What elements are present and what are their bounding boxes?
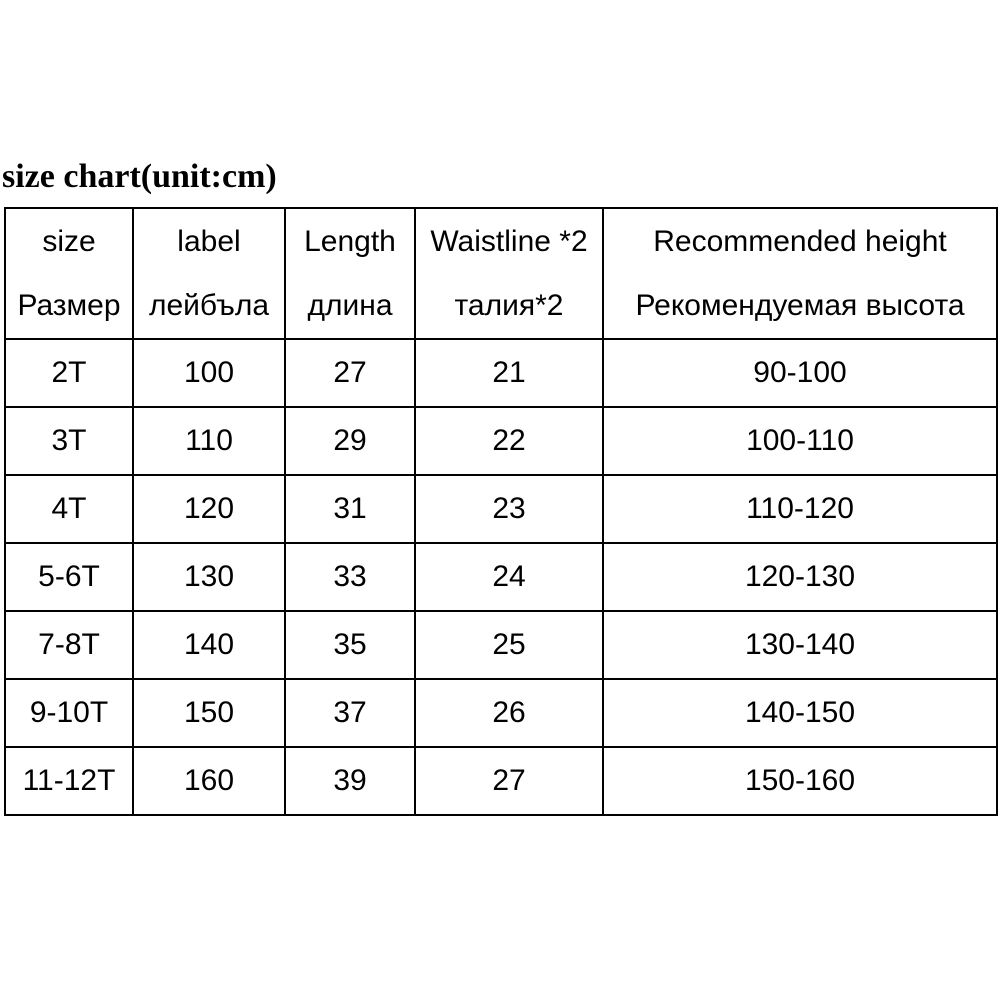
table-row	[5, 747, 997, 815]
cell-length: 27	[285, 339, 415, 407]
cell-length: 29	[285, 407, 415, 475]
cell-size: 5-6T	[5, 543, 133, 611]
cell-label: 100	[133, 339, 285, 407]
header-label: label	[133, 208, 285, 274]
cell-height: 90-100	[603, 339, 997, 407]
cell-size: 4T	[5, 475, 133, 543]
cell-waistline: 22	[415, 407, 603, 475]
header-row-en	[5, 208, 997, 274]
header-length: Length	[285, 208, 415, 274]
header-length-ru: длина	[285, 274, 415, 339]
cell-size: 2T	[5, 339, 133, 407]
cell-size: 9-10T	[5, 679, 133, 747]
header-recommended-height: Recommended height	[603, 208, 997, 274]
cell-label: 140	[133, 611, 285, 679]
header-waistline: Waistline *2	[415, 208, 603, 274]
cell-length: 33	[285, 543, 415, 611]
cell-height: 100-110	[603, 407, 997, 475]
header-waistline-ru: талия*2	[415, 274, 603, 339]
cell-length: 39	[285, 747, 415, 815]
header-size: size	[5, 208, 133, 274]
cell-height: 150-160	[603, 747, 997, 815]
cell-waistline: 24	[415, 543, 603, 611]
cell-size: 11-12T	[5, 747, 133, 815]
cell-size: 7-8T	[5, 611, 133, 679]
table-row	[5, 339, 997, 407]
header-label-ru: лейбъла	[133, 274, 285, 339]
header-recommended-height-ru: Рекомендуемая высота	[603, 274, 997, 339]
cell-waistline: 26	[415, 679, 603, 747]
cell-label: 110	[133, 407, 285, 475]
cell-label: 150	[133, 679, 285, 747]
cell-length: 31	[285, 475, 415, 543]
chart-title: size chart(unit:cm)	[2, 158, 277, 195]
table-row	[5, 611, 997, 679]
cell-length: 35	[285, 611, 415, 679]
cell-length: 37	[285, 679, 415, 747]
cell-height: 130-140	[603, 611, 997, 679]
size-chart-table	[4, 207, 998, 816]
cell-waistline: 23	[415, 475, 603, 543]
cell-height: 140-150	[603, 679, 997, 747]
cell-waistline: 27	[415, 747, 603, 815]
table-row	[5, 475, 997, 543]
table-row	[5, 679, 997, 747]
header-size-ru: Размер	[5, 274, 133, 339]
cell-size: 3T	[5, 407, 133, 475]
table-row	[5, 543, 997, 611]
cell-label: 130	[133, 543, 285, 611]
cell-label: 120	[133, 475, 285, 543]
cell-waistline: 25	[415, 611, 603, 679]
table-row	[5, 407, 997, 475]
header-row-ru	[5, 274, 997, 339]
cell-height: 110-120	[603, 475, 997, 543]
cell-label: 160	[133, 747, 285, 815]
cell-height: 120-130	[603, 543, 997, 611]
cell-waistline: 21	[415, 339, 603, 407]
